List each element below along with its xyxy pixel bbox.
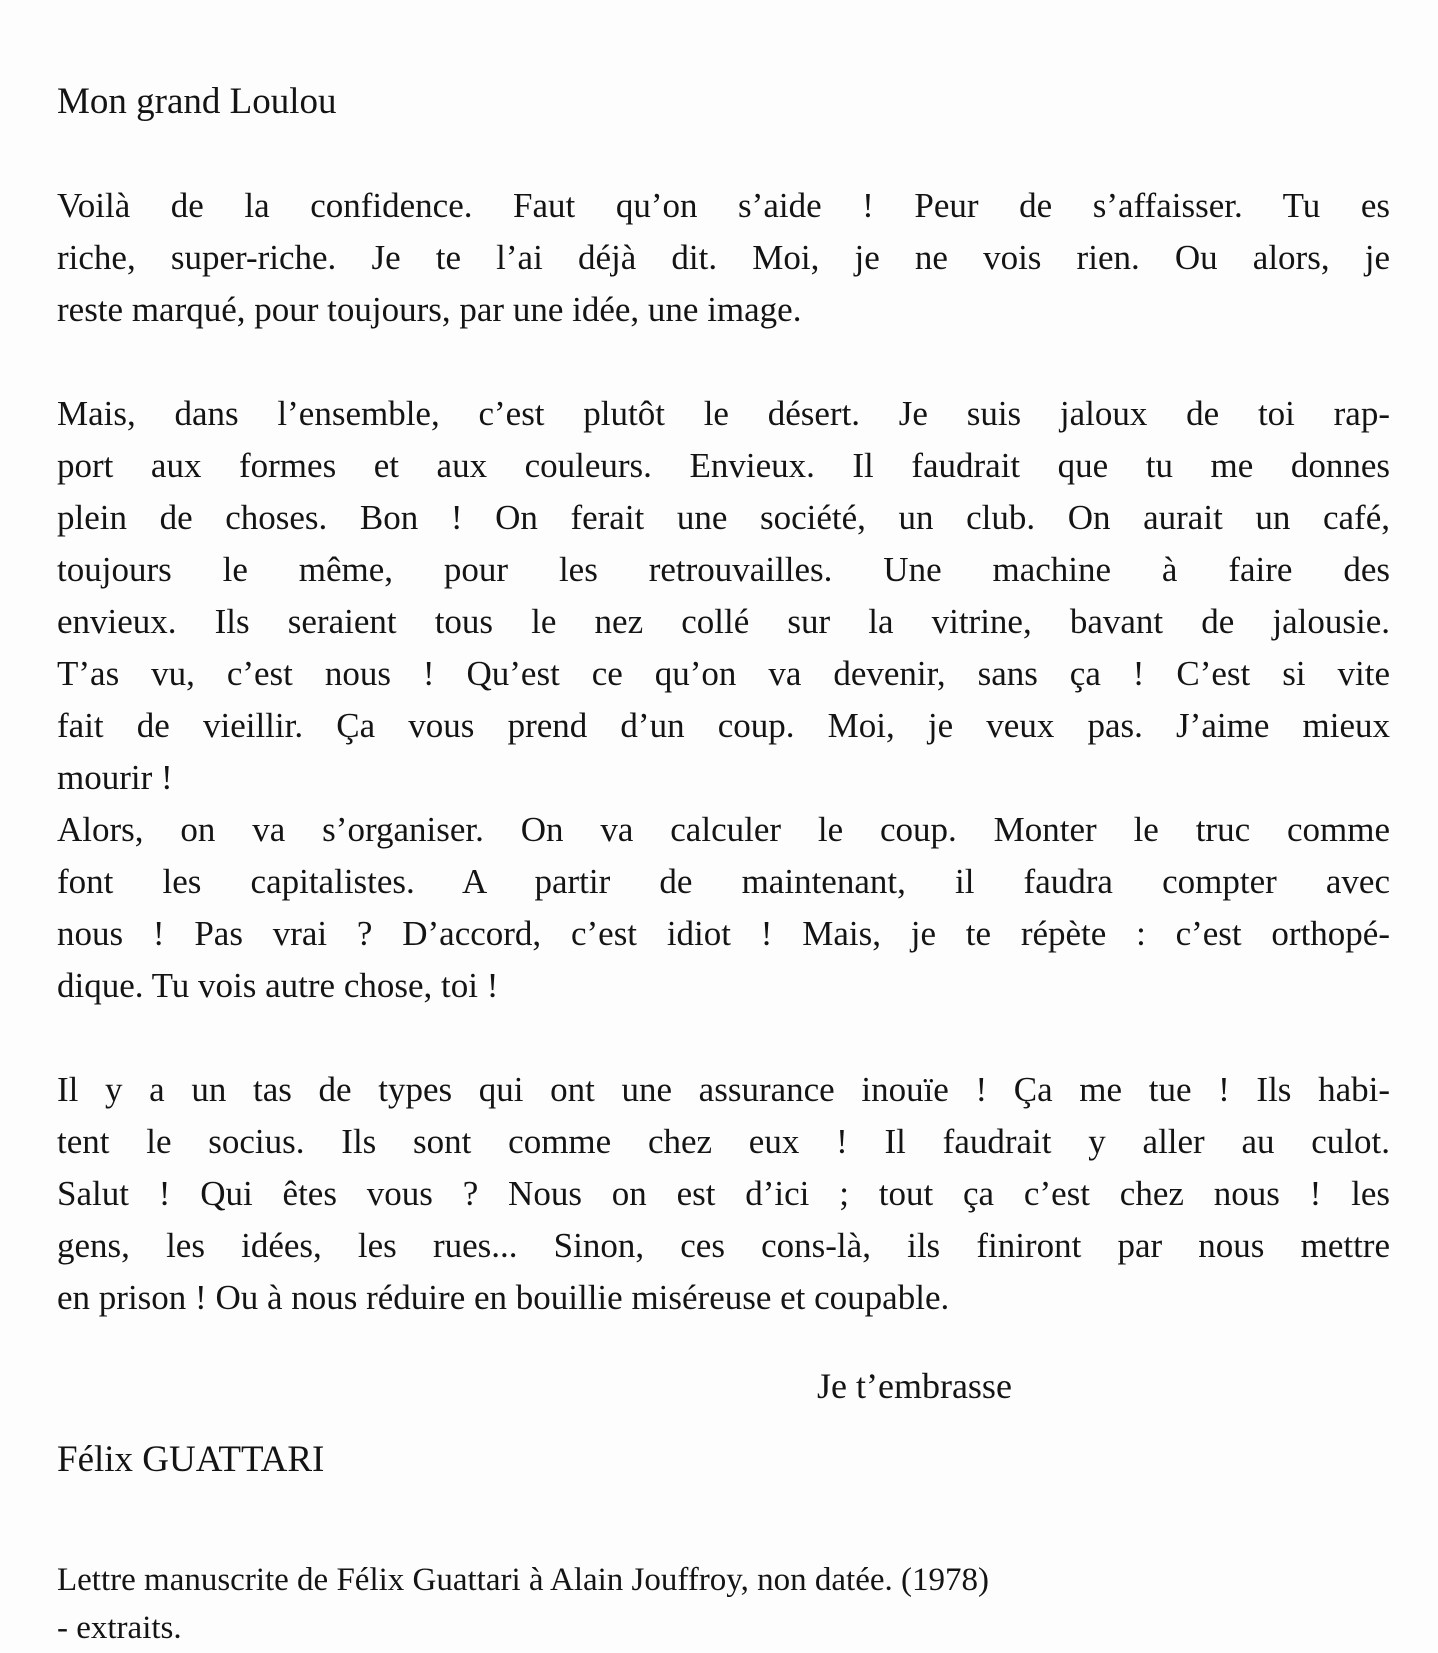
paragraph — [57, 804, 1390, 1012]
paragraph — [57, 1064, 1390, 1324]
text-line: gens, les idées, les rues... Sinon, ces cons-là, ils finiront par nous mettre — [57, 1226, 1390, 1265]
text-line: dique. Tu vois autre chose, toi ! — [57, 966, 499, 1005]
text-line: Alors, on va s’organiser. On va calculer le coup. Monter le truc comme — [57, 810, 1390, 849]
text-line: reste marqué, pour toujours, par une idée, une image. — [57, 290, 802, 329]
text-line: nous ! Pas vrai ? D’accord, c’est idiot ! Mais, je te répète : c’est orthopé- — [57, 914, 1390, 953]
text-line: Mais, dans l’ensemble, c’est plutôt le désert. Je suis jaloux de toi rap- — [57, 394, 1390, 433]
text-line: tent le socius. Ils sont comme chez eux ! Il faudrait y aller au culot. — [57, 1122, 1390, 1161]
text-line: en prison ! Ou à nous réduire en bouillie miséreuse et coupable. — [57, 1278, 950, 1317]
text-line: mourir ! — [57, 758, 173, 797]
text-line: Salut ! Qui êtes vous ? Nous on est d’ici ; tout ça c’est chez nous ! les — [57, 1174, 1390, 1213]
text-line: T’as vu, c’est nous ! Qu’est ce qu’on va devenir, sans ça ! C’est si vite — [57, 654, 1390, 693]
letter-caption — [57, 1556, 1390, 1652]
letter-signature: Félix GUATTARI — [57, 1439, 325, 1480]
text-line: riche, super-riche. Je te l’ai déjà dit. Moi, je ne vois rien. Ou alors, je — [57, 238, 1390, 277]
caption-line-extraits: - extraits. — [57, 1610, 182, 1646]
text-line: Il y a un tas de types qui ont une assurance inouïe ! Ça me tue ! Ils habi- — [57, 1070, 1390, 1109]
text-line: envieux. Ils seraient tous le nez collé sur la vitrine, bavant de jalousie. — [57, 602, 1390, 641]
text-line: plein de choses. Bon ! On ferait une société, un club. On aurait un café, — [57, 498, 1390, 537]
paragraph — [57, 180, 1390, 336]
text-line: fait de vieillir. Ça vous prend d’un coup. Moi, je veux pas. J’aime mieux — [57, 706, 1390, 745]
letter-paragraphs — [57, 180, 1390, 1324]
letter-salutation: Mon grand Loulou — [57, 81, 337, 122]
letter-closing: Je t’embrasse — [817, 1366, 1012, 1406]
text-line: port aux formes et aux couleurs. Envieux. Il faudrait que tu me donnes — [57, 446, 1390, 485]
text-line: toujours le même, pour les retrouvailles. Une machine à faire des — [57, 550, 1390, 589]
caption-line-source: Lettre manuscrite de Félix Guattari à Alain Jouffroy, non datée. (1978) — [57, 1562, 989, 1598]
text-line: font les capitalistes. A partir de maintenant, il faudra compter avec — [57, 862, 1390, 901]
text-line: Voilà de la confidence. Faut qu’on s’aide ! Peur de s’affaisser. Tu es — [57, 186, 1390, 225]
paragraph — [57, 388, 1390, 804]
